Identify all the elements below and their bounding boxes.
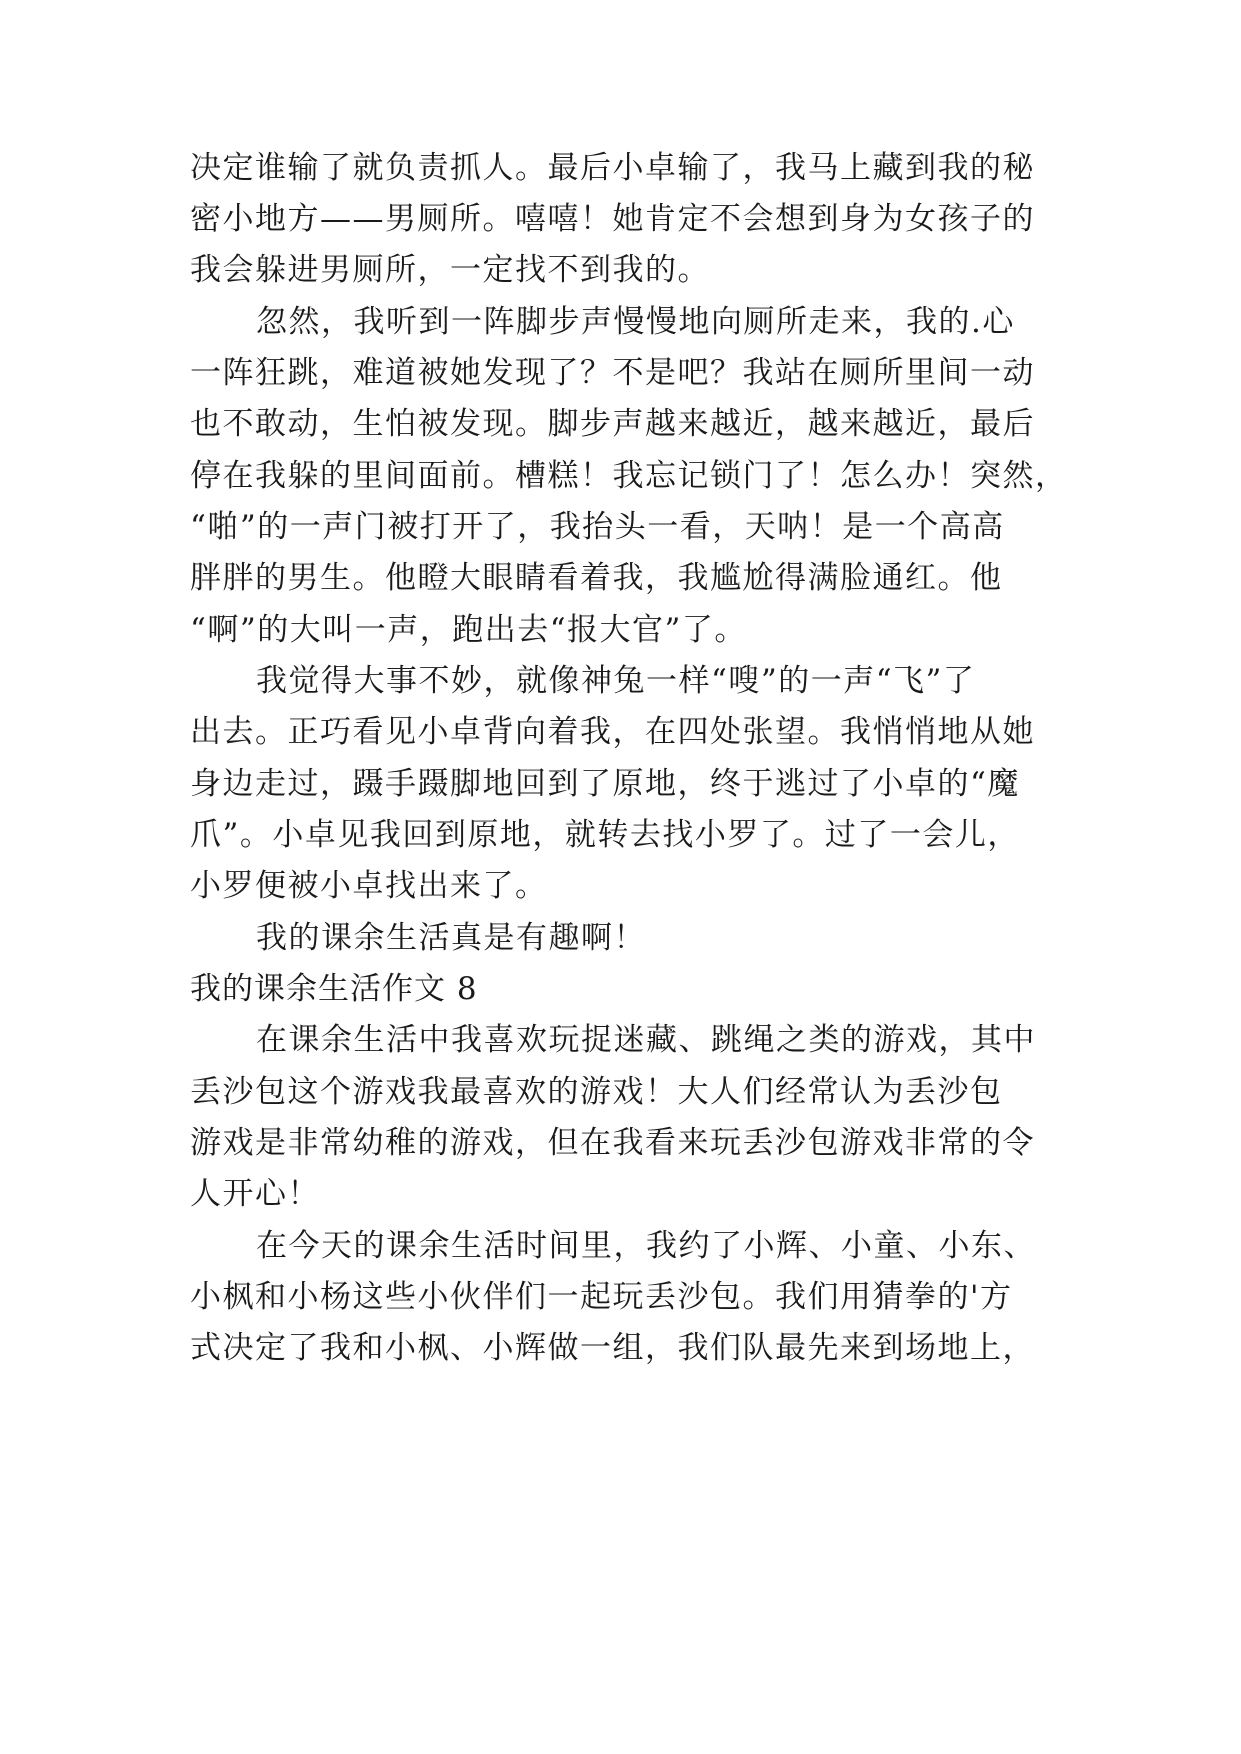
section-heading: 我的课余生活作文 8 xyxy=(190,971,478,1007)
text-line: 小枫和小杨这些小伙伴们一起玩丢沙包。我们用猜拳的'方 xyxy=(190,1279,1013,1315)
text-line: 停在我躲的里间面前。槽糕！我忘记锁门了！怎么办！突然， xyxy=(190,458,1068,494)
text-line: 小罗便被小卓找出来了。 xyxy=(190,868,548,904)
text-line: 爪”。小卓见我回到原地，就转去找小罗了。过了一会儿， xyxy=(190,817,1020,853)
text-line: 式决定了我和小枫、小辉做一组，我们队最先来到场地上， xyxy=(190,1330,1035,1366)
text-line: “啪”的一声门被打开了，我抬头一看，天呐！是一个高高 xyxy=(190,509,1005,545)
text-line: 我会躲进男厕所，一定找不到我的。 xyxy=(190,252,710,288)
text-line: 密小地方——男厕所。嘻嘻！她肯定不会想到身为女孩子的 xyxy=(190,201,1035,237)
text-line: 人开心！ xyxy=(190,1176,320,1212)
text-line: 在课余生活中我喜欢玩捉迷藏、跳绳之类的游戏，其中 xyxy=(256,1022,1036,1058)
text-line: 丢沙包这个游戏我最喜欢的游戏！大人们经常认为丢沙包 xyxy=(190,1074,1003,1110)
text-line: 也不敢动，生怕被发现。脚步声越来越近，越来越近，最后 xyxy=(190,406,1035,442)
text-line: 我的课余生活真是有趣啊！ xyxy=(256,920,646,956)
text-line: 决定谁输了就负责抓人。最后小卓输了，我马上藏到我的秘 xyxy=(190,150,1035,186)
text-line: 胖胖的男生。他瞪大眼睛看着我，我尴尬得满脸通红。他 xyxy=(190,560,1003,596)
text-line: 在今天的课余生活时间里，我约了小辉、小童、小东、 xyxy=(256,1228,1036,1264)
text-line: 游戏是非常幼稚的游戏，但在我看来玩丢沙包游戏非常的令 xyxy=(190,1125,1035,1161)
text-line: 身边走过，蹑手蹑脚地回到了原地，终于逃过了小卓的“魔 xyxy=(190,766,1020,802)
text-line: 出去。正巧看见小卓背向着我，在四处张望。我悄悄地从她 xyxy=(190,714,1035,750)
text-line: “啊”的大叫一声，跑出去“报大官”了。 xyxy=(190,612,747,648)
text-line: 一阵狂跳，难道被她发现了？不是吧？我站在厕所里间一动 xyxy=(190,355,1035,391)
text-line: 我觉得大事不妙，就像神兔一样“嗖”的一声“飞”了 xyxy=(256,663,976,699)
text-line: 忽然，我听到一阵脚步声慢慢地向厕所走来，我的.心 xyxy=(256,304,1015,340)
